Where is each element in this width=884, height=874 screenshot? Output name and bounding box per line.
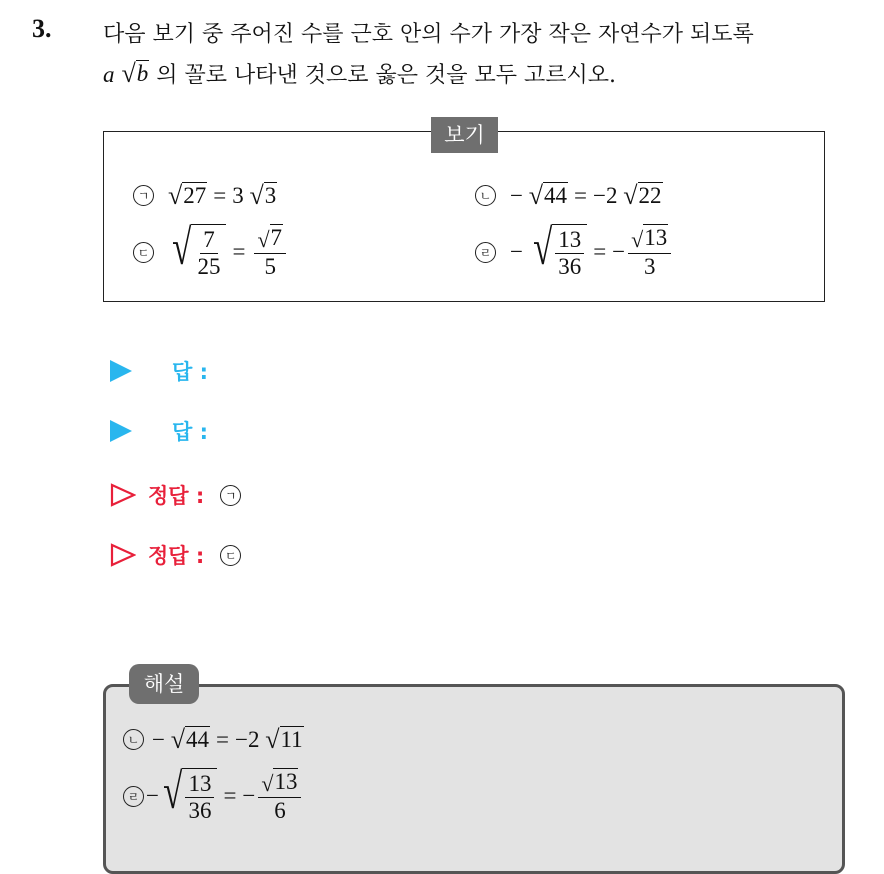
explanation-label: 해설: [129, 664, 199, 704]
numerator: 13: [185, 771, 214, 797]
play-icon: [110, 360, 132, 382]
examples-label: 보기: [431, 117, 498, 153]
var-b: b: [136, 60, 149, 86]
denominator: 36: [188, 797, 212, 823]
example-item-n: ㄴ − √ 44 = −2 √ 22: [475, 182, 663, 209]
circled-marker: ㄴ: [123, 729, 144, 750]
radicand: 44: [186, 727, 210, 752]
radicand: 22: [638, 183, 662, 208]
answer-label: 답 :: [172, 420, 208, 444]
problem-text-line2: a √ b 의 꼴로 나타낸 것으로 옳은 것을 모두 고르시오.: [103, 59, 617, 88]
sign: −: [242, 783, 256, 809]
play-icon: [110, 420, 132, 442]
denominator: 3: [643, 253, 656, 279]
problem-text-line1: 다음 보기 중 주어진 수를 근호 안의 수가 가장 작은 자연수가 되도록: [103, 22, 754, 47]
coefficient: 3: [232, 182, 244, 208]
sign: −: [152, 726, 165, 752]
radicand: 13: [644, 225, 668, 250]
answer-row-1: [110, 356, 238, 386]
example-item-g: ㄱ √ 27 = 3 √ 3: [133, 182, 277, 209]
coefficient: −2: [593, 182, 618, 208]
radicand: 27: [183, 183, 207, 208]
circled-marker: ㄴ: [475, 185, 496, 206]
circled-marker: ㄹ: [475, 242, 496, 263]
explanation-line-2: ㄹ − √ $\frac{13}{36}$ = − √ 13 6: [123, 768, 304, 824]
var-a: a: [103, 62, 115, 87]
sign: −: [510, 182, 523, 208]
denominator: 36: [558, 253, 582, 279]
correct-answer-row-2: [110, 540, 255, 570]
radicand: 7: [270, 225, 283, 250]
circled-marker: ㄱ: [133, 185, 154, 206]
denominator: 6: [274, 797, 286, 823]
correct-answer-value: ㄱ: [220, 485, 241, 506]
problem-number: 3.: [32, 14, 52, 43]
correct-answer-label: 정답 :: [148, 484, 205, 508]
answer-row-2: [110, 416, 238, 446]
explanation-line-1: ㄴ − √ 44 = −2 √ 11: [123, 726, 304, 753]
radicand: 13: [274, 769, 298, 794]
sign: −: [146, 783, 159, 809]
sign: −: [510, 239, 523, 265]
coefficient: −2: [235, 726, 260, 752]
radicand: 3: [264, 183, 277, 208]
triangle-outline-icon: [110, 483, 136, 507]
triangle-outline-icon: [110, 543, 136, 567]
correct-answer-row-1: [110, 480, 255, 510]
correct-answer-label: 정답 :: [148, 544, 205, 568]
denominator: 25: [197, 253, 221, 279]
correct-answer-value: ㄷ: [220, 545, 241, 566]
radicand: 44: [544, 183, 568, 208]
circled-marker: ㄷ: [133, 242, 154, 263]
example-item-r: ㄹ − √ $\frac{13}{36}$ = − √ 13 3: [475, 224, 674, 280]
example-item-d: ㄷ √ $\frac{7}{25}$ = √ 7 5: [133, 224, 289, 280]
numerator: 7: [200, 227, 218, 253]
problem-text-line2-rest: 의 꼴로 나타낸 것으로 옳은 것을 모두 고르시오.: [149, 63, 617, 88]
sign: −: [612, 239, 626, 265]
circled-marker: ㄹ: [123, 786, 144, 807]
radicand: 11: [280, 727, 303, 752]
denominator: 5: [264, 253, 276, 279]
numerator: 13: [555, 227, 584, 253]
answer-label: 답 :: [172, 360, 208, 384]
